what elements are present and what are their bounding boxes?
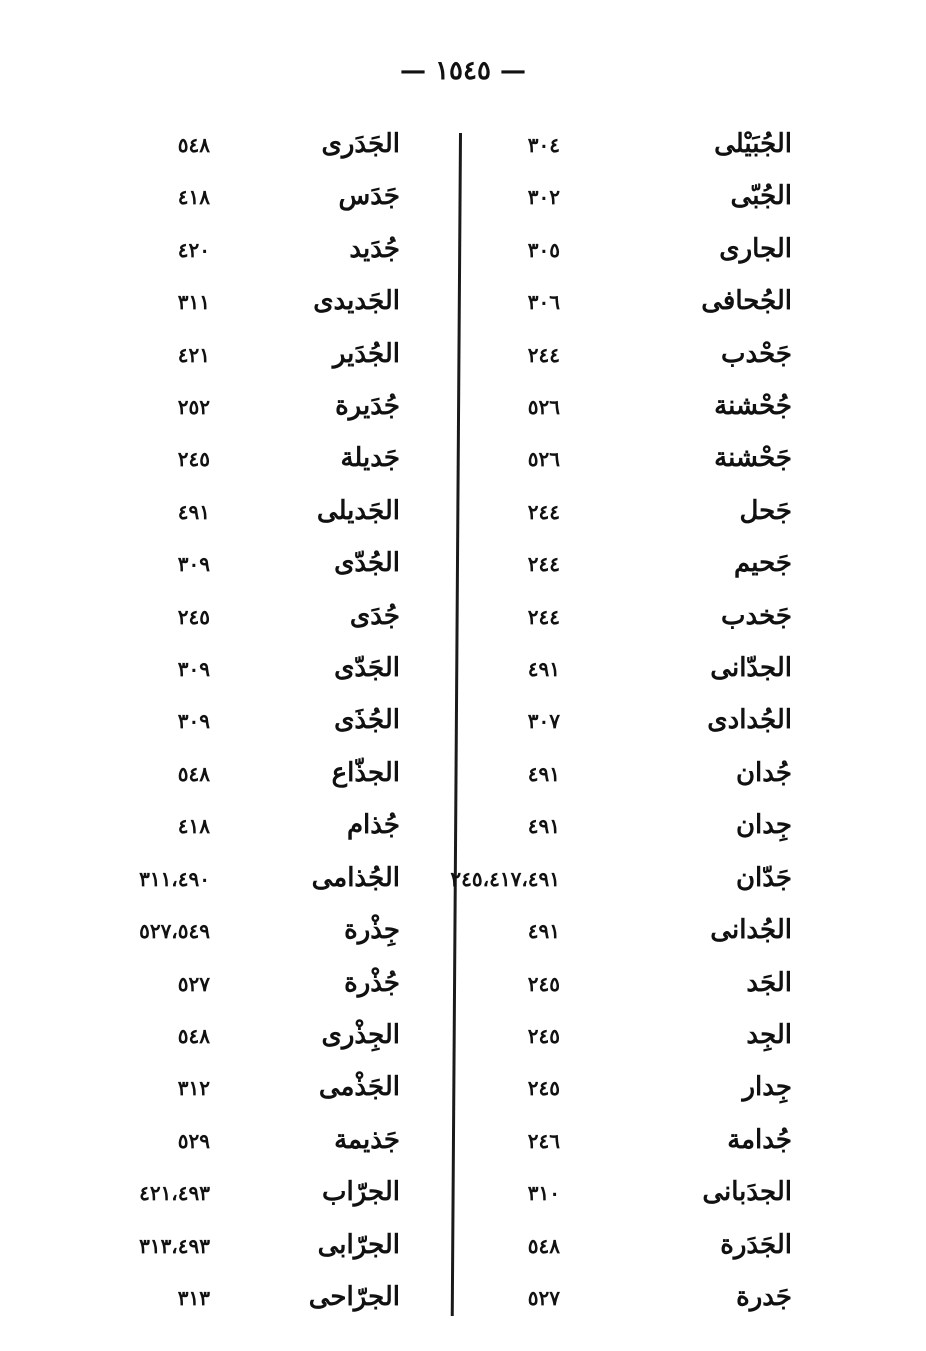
entry-pages: ٢٤٤ [527,552,560,577]
entry-pages: ٥٤٨ [177,761,210,786]
index-entry [500,957,810,1009]
entry-pages: ٤٩١ [177,499,210,524]
index-entry [500,380,810,432]
entry-name: الجرّاب [322,1177,400,1208]
index-entry [110,1009,410,1061]
index-entry [500,590,810,642]
entry-pages: ٢٤٤ [527,499,560,524]
entry-name: جُدَيد [349,233,400,264]
index-entry [500,432,810,484]
index-entry [500,904,810,956]
entry-pages: ٥٤٨ [177,133,210,157]
index-entry [110,642,410,694]
entry-name: جَخدب [721,600,792,631]
index-entry [110,1166,410,1218]
entry-pages: ٣١١ [177,290,210,315]
entry-pages: ٣١٢ [177,1076,210,1101]
entry-name: جَحيم [733,548,792,579]
entry-name: الجدَبانى [702,1177,792,1208]
entry-name: الجَديلى [316,495,400,526]
index-entry [110,1061,410,1113]
index-entry [110,799,410,851]
entry-pages: ٤٩١ [527,919,560,944]
entry-pages: ٤١٨ [177,814,210,839]
index-entry [110,904,410,956]
index-entry [110,694,410,746]
entry-name: جَدرة [736,1281,792,1312]
entry-pages: ٤٢١،٤٩٣ [139,1181,210,1206]
index-entry [110,1219,410,1271]
entry-name: جَحْشنة [714,443,792,474]
entry-name: جُدامة [727,1124,792,1155]
entry-pages: ٣٠٧ [527,709,560,734]
entry-name: جَديلة [340,443,400,474]
entry-name: جَذيمة [334,1124,400,1155]
entry-name: الجُدَير [332,338,400,369]
entry-pages: ٥٤٨ [177,1023,210,1048]
entry-pages: ٥٢٧ [177,971,210,996]
index-entry [110,118,410,170]
entry-pages: ٤١٨ [177,185,210,210]
entry-pages: ٢٤٤ [527,604,560,629]
entry-name: الجُبّى [730,181,792,212]
entry-name: الجذّاع [331,757,400,788]
entry-pages: ٢٤٥ [177,604,210,629]
index-entry [500,537,810,589]
index-entry [110,432,410,484]
entry-name: جَحْدب [721,338,792,369]
entry-pages: ٣٠٦ [527,290,560,315]
entry-pages: ٤٢١ [177,342,210,367]
index-entry [110,275,410,327]
entry-name: الجرّابى [317,1229,400,1260]
index-entry [450,852,810,904]
entry-name: الجَذْمى [318,1072,400,1103]
index-entry [500,1061,810,1113]
entry-name: الجُدادى [707,705,792,736]
entry-pages: ٢٤٤ [527,342,560,367]
entry-pages: ٣٠٩ [177,657,210,682]
entry-name: الجَد [746,967,792,998]
column-divider [451,133,462,1316]
index-entry [110,1271,410,1323]
entry-pages: ٢٥٢ [177,395,210,420]
entry-pages: ٤٢٠ [177,237,210,262]
index-entry [500,694,810,746]
index-entry [500,118,810,170]
index-entry [110,1114,410,1166]
index-entry [110,223,410,275]
entry-pages: ٣١٠ [527,1181,560,1206]
entry-name: الجَدّى [334,653,400,684]
index-entry [500,747,810,799]
entry-name: الجدّانى [710,653,792,684]
entry-pages: ٢٤٦ [527,1128,560,1153]
entry-pages: ٤٩١ [527,761,560,786]
entry-pages: ٢٤٥ [177,447,210,472]
entry-pages: ٣٠٢ [527,185,560,210]
entry-name: جَحل [739,495,792,526]
entry-name: الجُذَى [334,705,400,736]
entry-name: الجِد [746,1019,792,1050]
entry-name: جُحْشنة [714,391,792,422]
index-entry [500,1219,810,1271]
index-entry [110,747,410,799]
entry-pages: ٣١٣،٤٩٣ [139,1233,210,1258]
entry-pages: ٥٢٩ [177,1128,210,1153]
entry-name: الجُدّى [334,548,400,579]
index-entry [500,328,810,380]
index-entry [500,642,810,694]
entry-name: جُدَيرة [335,391,400,422]
entry-name: جُدَى [349,600,400,631]
entry-pages: ٢٤٥ [527,1076,560,1101]
entry-pages: ٢٤٥ [527,971,560,996]
index-entry [500,485,810,537]
entry-name: الجارى [719,233,792,264]
index-entry [500,1009,810,1061]
index-entry [500,170,810,222]
entry-name: جَدَس [338,181,400,212]
entry-name: جَدّان [735,862,792,893]
entry-name: الجِذْرى [321,1019,400,1050]
index-entry [110,590,410,642]
entry-name: الجَدَرى [321,129,400,159]
entry-name: جُدان [735,757,792,788]
entry-pages: ٣٠٩ [177,709,210,734]
entry-pages: ٤٩١ [527,814,560,839]
index-entry [110,485,410,537]
index-entry [500,1114,810,1166]
index-entry [500,799,810,851]
index-entry [110,380,410,432]
entry-pages: ٥٢٦ [527,447,560,472]
entry-pages: ٣١١،٤٩٠ [139,866,210,891]
entry-name: الجُحافى [701,286,792,317]
entry-pages: ٥٤٨ [527,1233,560,1258]
index-entry [110,328,410,380]
entry-name: الجرّاحى [308,1281,400,1312]
index-entry [500,275,810,327]
entry-name: الجُذامى [311,862,400,893]
index-entry [500,223,810,275]
index-entry [110,957,410,1009]
index-entry [110,537,410,589]
entry-pages: ٣٠٤ [527,133,560,157]
entry-pages: ٥٢٧،٥٤٩ [139,919,210,944]
page-number: — ١٥٤٥ — [400,56,526,86]
entry-name: جُذام [346,810,400,841]
entry-name: جِدار [742,1072,792,1103]
entry-name: جِذْرة [344,915,400,946]
entry-pages: ٢٤٥ [527,1023,560,1048]
entry-name: جِدان [735,810,792,841]
index-entry [500,1166,810,1218]
left-column [110,118,410,1323]
entry-name: الجَدَرة [720,1229,792,1260]
entry-pages: ٥٢٦ [527,395,560,420]
entry-pages: ٥٢٧ [527,1285,560,1310]
right-column [450,118,810,1323]
entry-name: الجُدانى [710,915,792,946]
entry-pages: ٢٤٥،٤١٧،٤٩١ [450,866,560,891]
entry-pages: ٣٠٥ [527,237,560,262]
entry-name: الجَديدى [313,286,400,317]
index-entry [110,852,410,904]
entry-name: جُذْرة [344,967,400,998]
entry-pages: ٣١٣ [177,1285,210,1310]
index-entry [500,1271,810,1323]
entry-name: الجُبَيْلى [714,129,792,159]
index-entry [110,170,410,222]
entry-pages: ٣٠٩ [177,552,210,577]
entry-pages: ٤٩١ [527,657,560,682]
